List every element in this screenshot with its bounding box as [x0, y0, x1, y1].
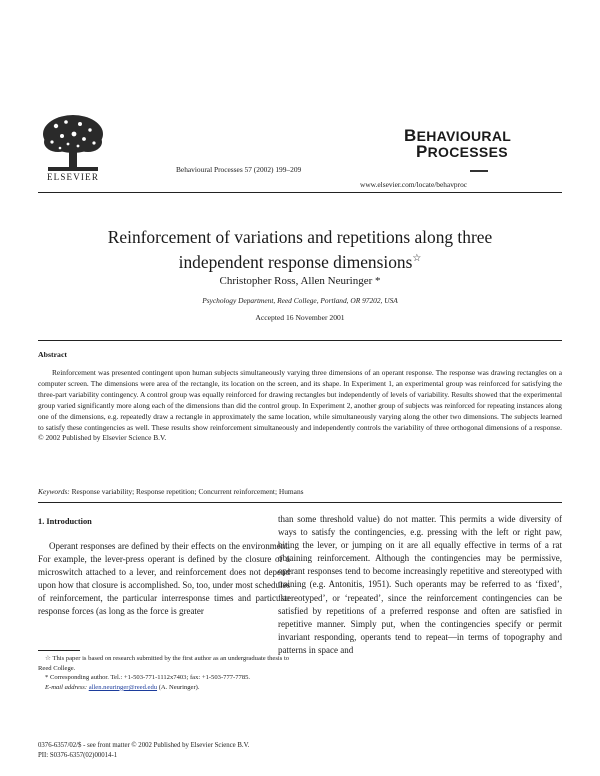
journal-website[interactable]: www.elsevier.com/locate/behavproc: [360, 180, 468, 189]
keywords: [38, 487, 562, 496]
article-accepted-date: Accepted 16 November 2001: [255, 313, 345, 322]
journal-logo-cap2: P: [416, 142, 428, 161]
journal-logo-rest1: EHAVIOURAL: [416, 128, 512, 144]
article-authors: Christopher Ross, Allen Neuringer *: [219, 275, 381, 287]
abstract-top-rule: [38, 340, 562, 341]
keywords-text: Response variability; Response repetition; Concurrent reinforcement; Humans: [69, 487, 304, 496]
copyright-line: 0376-6357/02/$ - see front matter © 2002 Published by Elsevier Science B.V.: [38, 742, 250, 749]
footnote-email: [38, 683, 290, 693]
journal-logo-rest2: ROCESSES: [427, 144, 508, 160]
header-rule: [38, 192, 562, 193]
email-label: E-mail address:: [45, 683, 88, 691]
title-line-1: Reinforcement of variations and repetitions along three: [107, 227, 493, 247]
footnote-rule: [38, 650, 80, 651]
section-heading-introduction: 1. Introduction: [38, 517, 92, 526]
keywords-label: Keywords:: [38, 487, 70, 496]
article-affiliation: Psychology Department, Reed College, Portland, OR 97202, USA: [202, 296, 398, 305]
article-title: [38, 227, 562, 273]
abstract-bottom-rule: [38, 502, 562, 503]
journal-logo-bar: [470, 170, 488, 172]
email-suffix: (A. Neuringer).: [157, 683, 200, 691]
title-footnote-mark[interactable]: ☆: [412, 253, 422, 264]
abstract-heading: Abstract: [38, 350, 68, 359]
intro-left-column: Operant responses are defined by their effects on the environment. For example, the lever-press operant is defined by the closure of a microswitch attached to a lever, and reinforcement does not depend upon how that closure is accomplished. So, too, under most schedules of reinforcement, the particular interresponse times and particular response forces (as long as the force is greater: [38, 541, 290, 617]
title-line-2: independent response dimensions: [178, 251, 413, 272]
journal-citation: Behavioural Processes 57 (2002) 199–209: [176, 165, 302, 174]
elsevier-tree-icon: [38, 112, 108, 174]
journal-logo-cap1: B: [404, 126, 417, 145]
pii-line: PII: S0376-6357(02)00014-1: [38, 752, 118, 759]
footnote-corresponding-author: * Corresponding author. Tel.: +1-503-771-1112x7403; fax: +1-503-777-7785.: [45, 674, 251, 682]
footnote-thesis: ☆ This paper is based on research submitted by the first author as an undergraduate thesis to Reed College.: [38, 655, 290, 672]
email-link[interactable]: allen.neuringer@reed.edu: [88, 683, 158, 691]
footnotes: [38, 654, 290, 692]
abstract-text: Reinforcement was presented contingent upon human subjects simultaneously varying three dimensions of an operant response. The response was drawing rectangles on a computer screen. The dimensions were area of the rectangle, its location on the screen, and its shape. In Experiment 1, an experimental group was reinforced for satisfying the three-part variability contingency. A control group was equally reinforced for drawing rectangles but independently of levels of variability. Results showed that the experimental group varied significantly more along each of the dimensions than did the control group. In Experiment 2, another group of subjects was reinforced for repeating instances along one of the dimensions, e.g. repeatedly draw a rectangle in approximately the same location, while simultaneously varying along the other two dimensions. The subjects learned to satisfy these contingencies as well. These results show reinforcement simultaneously and independently controls the variability of three orthogonal dimensions of a response. © 2002 Published by Elsevier Science B.V.: [38, 368, 562, 443]
front-matter-info: [38, 741, 249, 761]
publisher-name: ELSEVIER: [46, 172, 100, 182]
intro-right-column: than some threshold value) do not matter. This permits a wide diversity of ways to satisfy the contingencies, e.g. pressing with the left or right paw, biting the lever, or jumping on it are all equally effective in terms of a rat obtaining reinforcement. Although the contingencies may be permissive, operant responses tend to become increasingly repetitive and stereotyped with training (e.g. Antonitis, 1951). Such operants may be referred to as ‘fixed’, ‘stereotyped’, or ‘repeated’, since the reinforcement contingencies can be satisfied by repetitions of a preferred response and often are satisfied in repetitive manner. Simply put, when the contingencies specify or permit invariant responding, operants tend to repeat—in terms of topography and patterns in space and: [278, 514, 562, 655]
journal-logo: [404, 126, 512, 161]
